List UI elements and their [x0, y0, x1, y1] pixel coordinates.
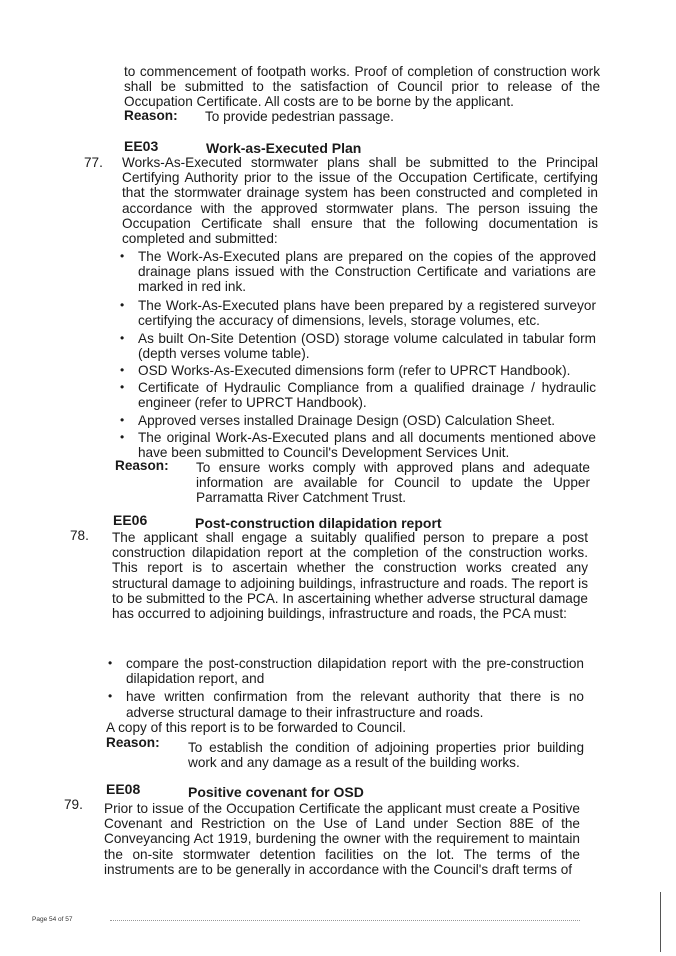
list-item: • As built On-Site Detention (OSD) storage volume calculated in tabular form (depth verses volume table). — [120, 331, 596, 362]
condition-number: 78. — [70, 528, 89, 543]
section-paragraph: Prior to issue of the Occupation Certificate the applicant must create a Positive Covenant and Restriction on the Use of Land under Section 88E of the Conveyancing Act 1919, burdening the owner with the requirement to maintain the on-site stormwater detention facilities on the lot. The terms of the instruments are to be generally in accordance with the Council's draft terms of — [104, 801, 580, 877]
list-item: • OSD Works-As-Executed dimensions form (refer to UPRCT Handbook). — [120, 363, 571, 379]
bullet-icon: • — [120, 379, 125, 394]
intro-reason-text: To provide pedestrian passage. — [205, 109, 394, 124]
reason-label: Reason: — [115, 458, 169, 473]
bullet-icon: • — [120, 249, 125, 263]
section-paragraph: The applicant shall engage a suitably qualified person to prepare a post construction dilapidation report at the completion of the construction works. This report is to ascertain whether the construction works created any structural damage to adjoining buildings, infrastructure and roads. The report is to be submitted to the PCA. In ascertaining whether adverse structural damage has occurred to adjoining buildings, infrastructure and roads, the PCA must: — [112, 530, 588, 622]
list-item: • The Work-As-Executed plans have been prepared by a registered surveyor certifying the accuracy of dimensions, levels, storage volumes, etc. — [120, 297, 596, 328]
bullet-list — [106, 656, 584, 720]
section-code: EE08 — [106, 781, 141, 797]
intro-text: to commencement of footpath works. Proof of completion of construction work shall be submitted to the satisfaction of Council prior to release of the Occupation Certificate. All costs are to be borne by the applicant. — [124, 64, 600, 110]
section-title: Positive covenant for OSD — [188, 784, 364, 800]
bullet-icon: • — [120, 297, 125, 312]
bullet-list — [118, 249, 596, 461]
condition-number: 79. — [64, 797, 83, 812]
footer-divider — [110, 920, 580, 921]
intro-paragraph — [124, 64, 600, 110]
list-item: • The original Work-As-Executed plans and all documents mentioned above have been submitted to Council's Development Services Unit. — [120, 430, 596, 461]
list-item: • The Work-As-Executed plans are prepared on the copies of the approved drainage plans issued with the Construction Certificate and variations are marked in red ink. — [120, 249, 596, 295]
intro-reason-label: Reason: — [124, 108, 178, 123]
section-paragraph: Works-As-Executed stormwater plans shall be submitted to the Principal Certifying Authority prior to the issue of the Occupation Certificate, certifying that the stormwater drainage system has been constructed and completed in accordance with the approved stormwater plans. The person issuing the Occupation Certificate shall ensure that the following documentation is completed and submitted: — [122, 155, 598, 247]
scan-edge-line — [660, 892, 661, 952]
section-code: EE06 — [113, 512, 148, 528]
bullet-icon: • — [108, 689, 113, 704]
condition-number: 77. — [84, 155, 103, 170]
bullet-icon: • — [120, 363, 125, 378]
list-item: • Certificate of Hydraulic Compliance from a qualified drainage / hydraulic engineer (refer to UPRCT Handbook). — [120, 379, 596, 410]
page-number: Page 54 of 57 — [32, 916, 73, 923]
section-title: Post-construction dilapidation report — [195, 515, 442, 531]
reason-text: To establish the condition of adjoining properties prior building work and any damage as a result of the building works. — [188, 740, 584, 771]
section-note: A copy of this report is to be forwarded to Council. — [106, 720, 406, 735]
reason-label: Reason: — [106, 735, 160, 750]
list-item: • Approved verses installed Drainage Design (OSD) Calculation Sheet. — [120, 413, 556, 429]
list-item: • compare the post-construction dilapidation report with the pre-construction dilapidation report, and — [108, 656, 584, 687]
section-title: Work-as-Executed Plan — [206, 140, 362, 156]
bullet-icon: • — [120, 331, 125, 346]
bullet-icon: • — [120, 413, 125, 428]
section-code: EE03 — [124, 138, 159, 154]
list-item: • have written confirmation from the relevant authority that there is no adverse structural damage to their infrastructure and roads. — [108, 689, 584, 720]
bullet-icon: • — [120, 430, 125, 445]
bullet-icon: • — [108, 656, 113, 670]
reason-text: To ensure works comply with approved plans and adequate information are available for Council to update the Upper Parramatta River Catchment Trust. — [196, 460, 590, 506]
